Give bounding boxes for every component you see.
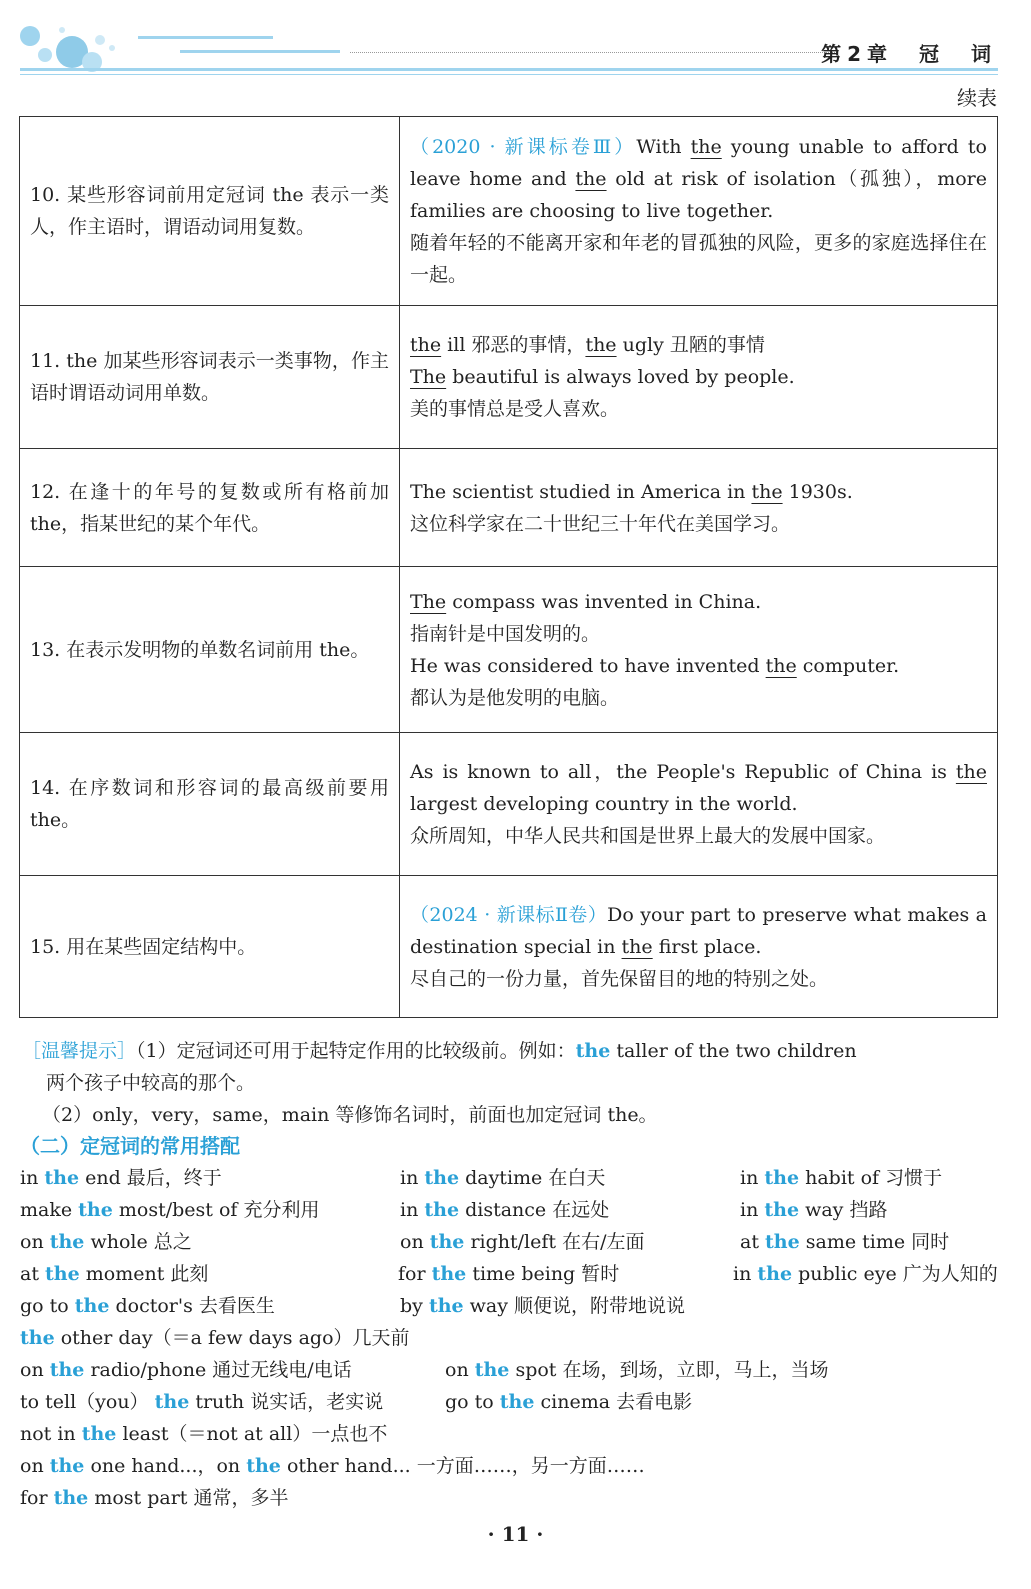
table-row	[20, 306, 998, 449]
example-translation: 这位科学家在二十世纪三十年代在美国学习。	[410, 512, 791, 535]
collocation-item: on the radio/phone 通过无线电/电话	[20, 1359, 352, 1381]
tip-line: （2）only，very，same，main 等修饰名词时，前面也加定冠词 the。	[42, 1104, 658, 1126]
rule-text: 10. 某些形容词前用定冠词 the 表示一类人，作主语时，谓语动词用复数。	[20, 117, 400, 306]
continued-label: 续表	[957, 86, 997, 110]
rules-table	[19, 116, 998, 1018]
header-rule	[20, 68, 998, 71]
rule-text: 12. 在逢十的年号的复数或所有格前加 the，指某世纪的某个年代。	[20, 449, 400, 567]
example-cell: （2020 · 新课标卷Ⅲ）With the young unable to afford to leave home and the old at risk of isolation（孤独），more families are choosing to live together. 随着年轻的不能离开家和年老的冒孤独的风险，更多的家庭选择住在一起。	[400, 117, 998, 306]
example-translation: 众所周知，中华人民共和国是世界上最大的发展中国家。	[410, 825, 886, 847]
source-tag: （2024 · 新课标Ⅱ卷）	[410, 903, 608, 926]
table-row	[20, 117, 998, 306]
example-translation: 都认为是他发明的电脑。	[410, 686, 620, 709]
rule-text: 13. 在表示发明物的单数名词前用 the。	[20, 567, 400, 733]
collocation-item: to tell（you） the truth 说实话，老实说	[20, 1391, 384, 1413]
collocation-item: on the one hand...，on the other hand... 一方面……，另一方面……	[20, 1455, 645, 1477]
collocation-item: at the moment 此刻	[20, 1263, 209, 1285]
collocation-item: for the time being 暂时	[398, 1263, 620, 1285]
example-translation: 随着年轻的不能离开家和年老的冒孤独的风险，更多的家庭选择住在一起。	[410, 232, 987, 286]
header-rule-thin	[20, 74, 998, 75]
chapter-title: 第2章 冠 词	[821, 42, 997, 66]
collocation-item: in the public eye 广为人知的	[733, 1263, 998, 1285]
collocation-item: on the whole 总之	[20, 1231, 192, 1253]
table-row	[20, 876, 998, 1018]
example-cell: the ill 邪恶的事情，the ugly 丑陋的事情 The beautiful is always loved by people. 美的事情总是受人喜欢。	[400, 306, 998, 449]
collocation-item: not in the least（＝not at all）一点也不	[20, 1423, 388, 1445]
section-subtitle: （二）定冠词的常用搭配	[20, 1134, 240, 1158]
table-row	[20, 733, 998, 876]
collocation-item: go to the doctor's 去看医生	[20, 1295, 275, 1317]
collocation-item: in the habit of 习惯于	[740, 1167, 943, 1189]
example-translation: 美的事情总是受人喜欢。	[410, 398, 620, 420]
rule-text: 11. the 加某些形容词表示一类事物，作主语时谓语动词用单数。	[20, 306, 400, 449]
source-tag: （2020 · 新课标卷Ⅲ）	[410, 136, 637, 158]
example-cell: The scientist studied in America in the 1930s. 这位科学家在二十世纪三十年代在美国学习。	[400, 449, 998, 567]
header-dotted-line	[350, 52, 837, 53]
collocation-item: on the spot 在场，到场，立即，马上，当场	[445, 1359, 829, 1381]
rule-text: 14. 在序数词和形容词的最高级前要用 the。	[20, 733, 400, 876]
page-number: · 11 ·	[487, 1522, 544, 1546]
rule-text: 15. 用在某些固定结构中。	[20, 876, 400, 1018]
example-cell: As is known to all，the People's Republic of China is the largest developing country in the world. 众所周知，中华人民共和国是世界上最大的发展中国家。	[400, 733, 998, 876]
collocation-item: in the end 最后，终于	[20, 1167, 222, 1189]
collocation-item: go to the cinema 去看电影	[445, 1391, 693, 1413]
collocation-item: for the most part 通常，多半	[20, 1487, 289, 1509]
collocation-item: by the way 顺便说，附带地说说	[400, 1295, 686, 1317]
example-translation: 指南针是中国发明的。	[410, 622, 601, 645]
collocation-item: at the same time 同时	[740, 1231, 950, 1253]
collocation-item: the other day（＝a few days ago）几天前	[20, 1327, 410, 1349]
example-translation: 尽自己的一份力量，首先保留目的地的特别之处。	[410, 967, 829, 990]
collocation-item: on the right/left 在右/左面	[400, 1231, 645, 1253]
table-row	[20, 449, 998, 567]
collocation-item: in the way 挡路	[740, 1199, 888, 1221]
collocation-item: in the distance 在远处	[400, 1199, 610, 1221]
example-cell: （2024 · 新课标Ⅱ卷）Do your part to preserve what makes a destination special in the first place. 尽自己的一份力量，首先保留目的地的特别之处。	[400, 876, 998, 1018]
example-cell: The compass was invented in China. 指南针是中国发明的。 He was considered to have invented the computer. 都认为是他发明的电脑。	[400, 567, 998, 733]
collocation-item: make the most/best of 充分利用	[20, 1199, 320, 1221]
tip-line: 两个孩子中较高的那个。	[46, 1072, 256, 1094]
table-row	[20, 567, 998, 733]
collocation-item: in the daytime 在白天	[400, 1167, 606, 1189]
tip-tag: ［温馨提示］	[22, 1040, 137, 1062]
tip-box: ［温馨提示］（1）定冠词还可用于起特定作用的比较级前。例如：the taller of the two children 两个孩子中较高的那个。 （2）only，very，same，main 等修饰名词时，前面也加定冠词 the。	[22, 1040, 857, 1126]
